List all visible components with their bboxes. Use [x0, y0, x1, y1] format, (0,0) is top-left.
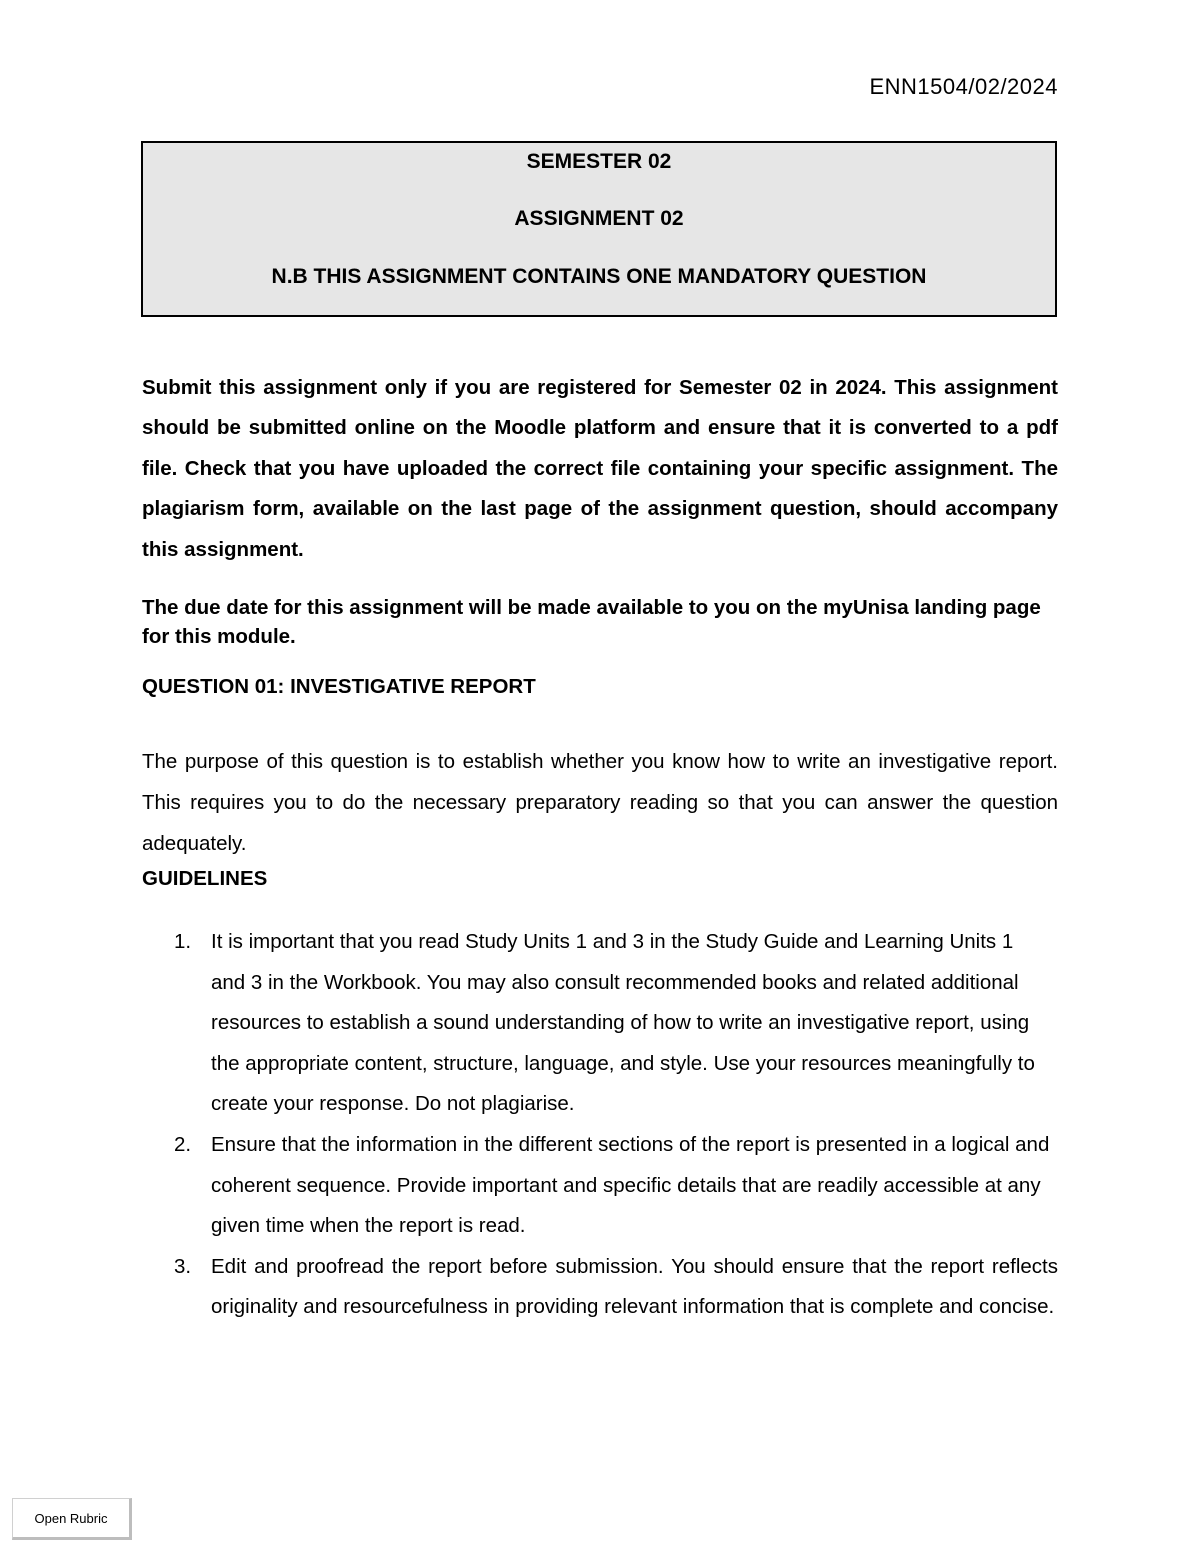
list-item-text: It is important that you read Study Units 1 and 3 in the Study Guide and Learning Units 1 and 3 in the Workbook. You may also consult recommended books and related additional resources to establish a sound understanding of how to write an investigative report, using the appropriate content, structure, language, and style. Use your resources meaningfully to create your response. Do not plagiarise.: [211, 930, 1035, 1116]
list-item-text: Ensure that the information in the different sections of the report is presented in a logical and coherent sequence. Provide important and specific details that are readily accessible at any given time when the report is read.: [211, 1132, 1050, 1238]
guidelines-list: [142, 922, 1058, 1328]
list-item: [142, 1247, 1058, 1328]
semester-label: SEMESTER 02: [526, 150, 672, 173]
document-code: ENN1504/02/2024: [869, 74, 1058, 99]
submission-instructions: Submit this assignment only if you are registered for Semester 02 in 2024. This assignment should be submitted online on the Moodle platform and ensure that it is converted to a pdf file. Check that you have uploaded the correct file containing your specific assignment. The plagiarism form, available on the last page of the assignment question, should accompany this assignment.: [142, 376, 1058, 561]
list-item-text: Edit and proofread the report before submission. You should ensure that the report reflects originality and resourcefulness in providing relevant information that is complete and concise.: [211, 1254, 1058, 1319]
list-item-number: 1.: [174, 930, 192, 953]
guidelines-heading: GUIDELINES: [142, 867, 268, 890]
assignment-header-box: [141, 141, 1057, 317]
list-item: [142, 1125, 1058, 1247]
list-item: [142, 922, 1058, 1125]
assignment-label: ASSIGNMENT 02: [514, 207, 684, 230]
mandatory-notice: N.B THIS ASSIGNMENT CONTAINS ONE MANDATORY QUESTION: [271, 265, 927, 288]
open-rubric-button[interactable]: Open Rubric: [12, 1498, 132, 1540]
question-purpose: The purpose of this question is to establish whether you know how to write an investigative report. This requires you to do the necessary preparatory reading so that you can answer the question adequately.: [142, 750, 1058, 855]
list-item-number: 2.: [174, 1132, 192, 1156]
list-item-number: 3.: [174, 1254, 192, 1278]
due-date-notice: The due date for this assignment will be made available to you on the myUnisa landing page for this module.: [142, 596, 1041, 648]
question-heading: QUESTION 01: INVESTIGATIVE REPORT: [142, 675, 536, 698]
